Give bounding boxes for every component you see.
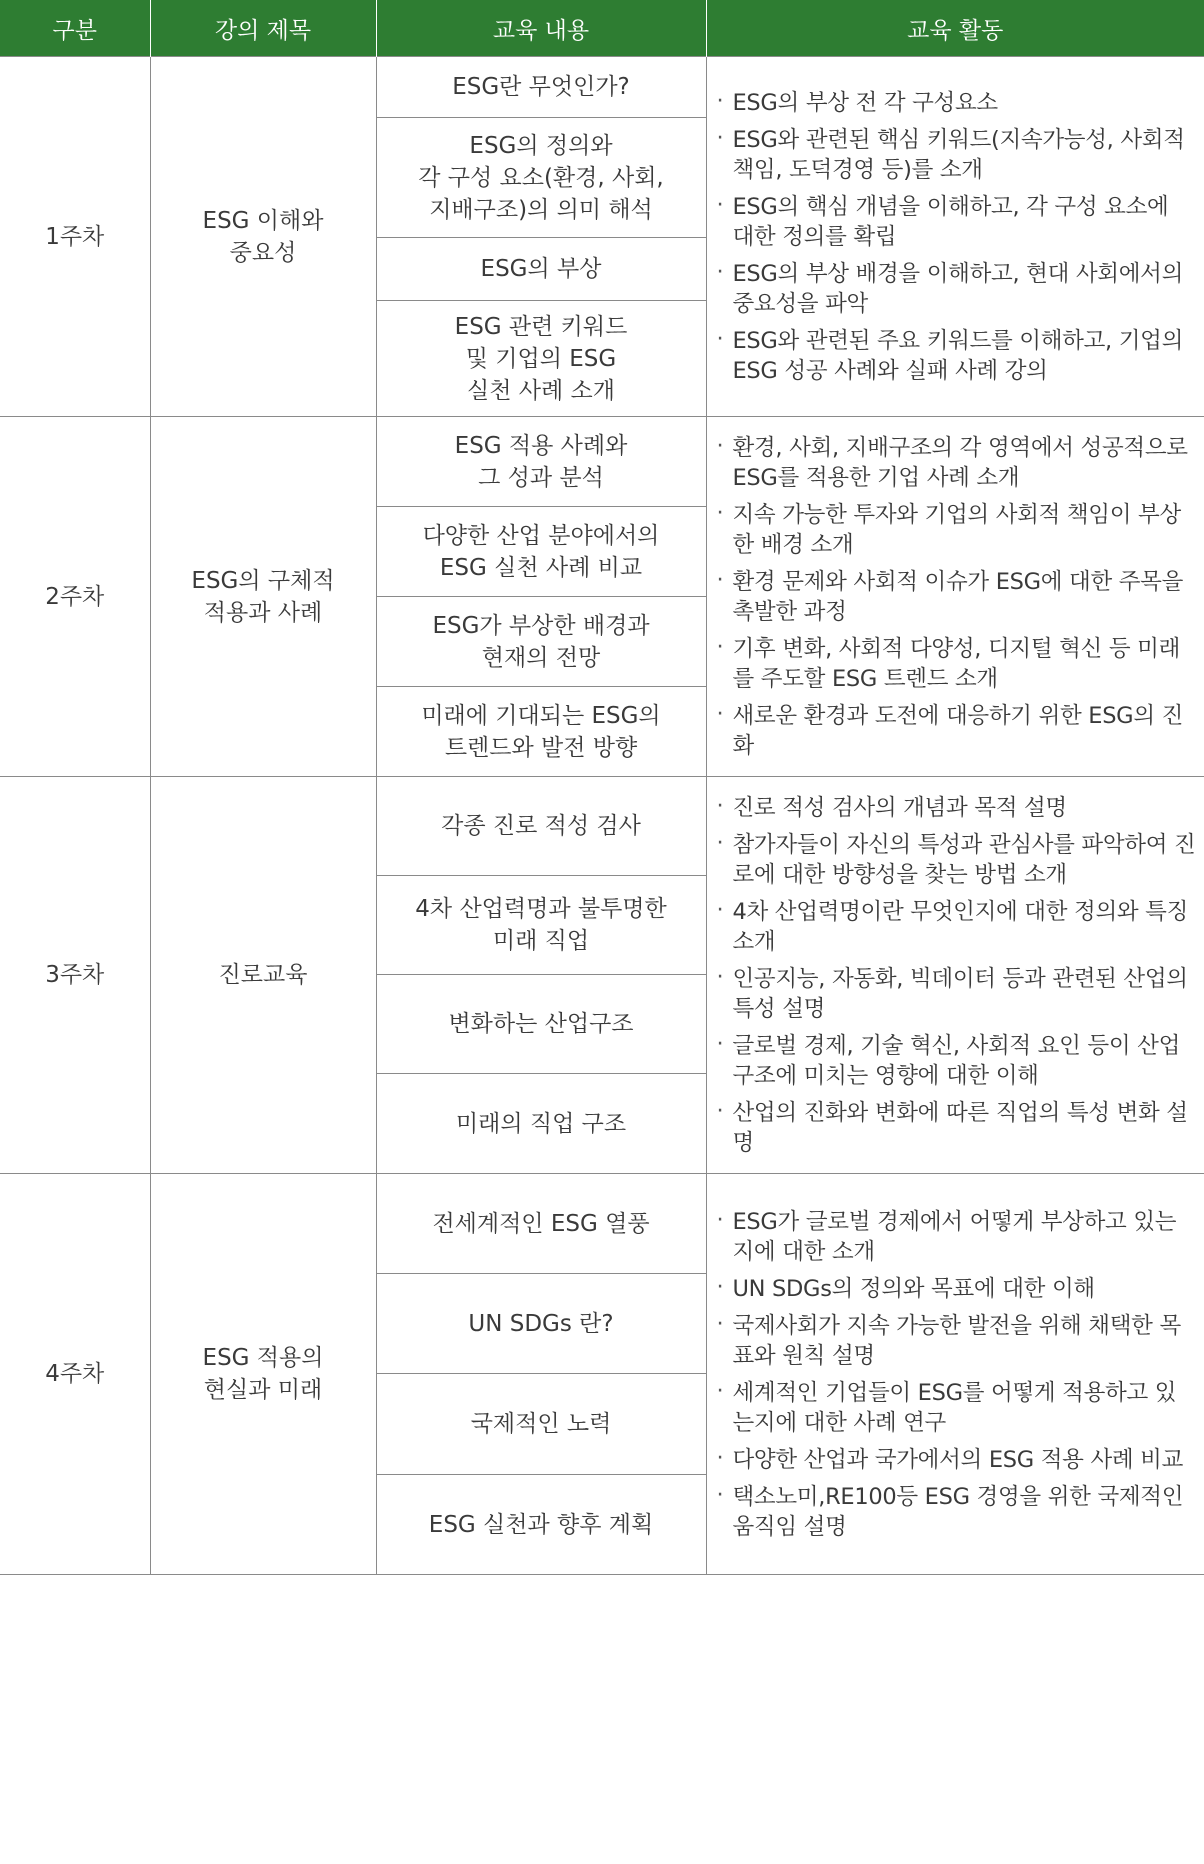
activity-item: · ESG의 부상 배경을 이해하고, 현대 사회에서의 중요성을 파악 [717, 259, 1196, 319]
content-cell: 4차 산업력명과 불투명한 미래 직업 [376, 876, 706, 975]
header-row [0, 0, 1204, 57]
activity-item: · 세계적인 기업들이 ESG를 어떻게 적용하고 있는지에 대한 사례 연구 [717, 1378, 1196, 1438]
lecture-title: ESG 적용의 현실과 미래 [150, 1174, 376, 1575]
activity-item: · ESG의 핵심 개념을 이해하고, 각 구성 요소에 대한 정의를 확립 [717, 192, 1196, 252]
lecture-title: 진로교육 [150, 777, 376, 1174]
activity-item: · ESG가 글로벌 경제에서 어떻게 부상하고 있는지에 대한 소개 [717, 1207, 1196, 1267]
content-cell: 다양한 산업 분야에서의 ESG 실천 사례 비교 [376, 507, 706, 597]
header-lecture-title: 강의 제목 [150, 0, 376, 57]
activity-cell [706, 57, 1204, 417]
activity-item: · 산업의 진화와 변화에 따른 직업의 특성 변화 설명 [717, 1098, 1196, 1158]
activity-item: · 참가자들이 자신의 특성과 관심사를 파악하여 진로에 대한 방향성을 찾는 방법 소개 [717, 830, 1196, 890]
activity-item: · 다양한 산업과 국가에서의 ESG 적용 사례 비교 [717, 1445, 1196, 1475]
week-label: 1주차 [0, 57, 150, 417]
activity-item: · 기후 변화, 사회적 다양성, 디지털 혁신 등 미래를 주도할 ESG 트렌드 소개 [717, 634, 1196, 694]
activity-cell [706, 417, 1204, 777]
activity-list [717, 433, 1196, 761]
lecture-title: ESG의 구체적 적용과 사례 [150, 417, 376, 777]
table-row [0, 57, 1204, 118]
activity-item: · ESG와 관련된 핵심 키워드(지속가능성, 사회적 책임, 도덕경영 등)를 소개 [717, 125, 1196, 185]
content-cell: ESG 실천과 향후 계획 [376, 1475, 706, 1575]
activity-list [717, 88, 1196, 386]
table-row [0, 417, 1204, 507]
activity-item: · 4차 산업력명이란 무엇인지에 대한 정의와 특징 소개 [717, 897, 1196, 957]
content-cell: UN SDGs 란? [376, 1274, 706, 1374]
header-week: 구분 [0, 0, 150, 57]
content-cell: ESG의 부상 [376, 238, 706, 301]
content-cell: 국제적인 노력 [376, 1374, 706, 1475]
activity-cell [706, 777, 1204, 1174]
activity-list [717, 1207, 1196, 1542]
activity-list [717, 793, 1196, 1158]
activity-item: · ESG와 관련된 주요 키워드를 이해하고, 기업의 ESG 성공 사례와 실패 사례 강의 [717, 326, 1196, 386]
week-label: 2주차 [0, 417, 150, 777]
content-cell: 미래에 기대되는 ESG의 트렌드와 발전 방향 [376, 687, 706, 777]
content-cell: 변화하는 산업구조 [376, 975, 706, 1074]
week-label: 4주차 [0, 1174, 150, 1575]
table-row [0, 777, 1204, 876]
activity-item: · 진로 적성 검사의 개념과 목적 설명 [717, 793, 1196, 823]
lecture-title: ESG 이해와 중요성 [150, 57, 376, 417]
week-label: 3주차 [0, 777, 150, 1174]
activity-item: · 택소노미,RE100등 ESG 경영을 위한 국제적인 움직임 설명 [717, 1482, 1196, 1542]
activity-item: · 환경 문제와 사회적 이슈가 ESG에 대한 주목을 촉발한 과정 [717, 567, 1196, 627]
activity-item: · 국제사회가 지속 가능한 발전을 위해 채택한 목표와 원칙 설명 [717, 1311, 1196, 1371]
activity-item: · 인공지능, 자동화, 빅데이터 등과 관련된 산업의 특성 설명 [717, 964, 1196, 1024]
activity-item: · 환경, 사회, 지배구조의 각 영역에서 성공적으로 ESG를 적용한 기업 사례 소개 [717, 433, 1196, 493]
activity-item: · 지속 가능한 투자와 기업의 사회적 책임이 부상한 배경 소개 [717, 500, 1196, 560]
activity-item: · 글로벌 경제, 기술 혁신, 사회적 요인 등이 산업 구조에 미치는 영향에 대한 이해 [717, 1031, 1196, 1091]
content-cell: ESG의 정의와 각 구성 요소(환경, 사회, 지배구조)의 의미 해석 [376, 118, 706, 238]
activity-item: · ESG의 부상 전 각 구성요소 [717, 88, 1196, 118]
table-row [0, 1174, 1204, 1274]
content-cell: ESG 적용 사례와 그 성과 분석 [376, 417, 706, 507]
content-cell: 전세계적인 ESG 열풍 [376, 1174, 706, 1274]
content-cell: ESG란 무엇인가? [376, 57, 706, 118]
activity-item: · 새로운 환경과 도전에 대응하기 위한 ESG의 진화 [717, 701, 1196, 761]
activity-cell [706, 1174, 1204, 1575]
content-cell: 미래의 직업 구조 [376, 1074, 706, 1174]
activity-item: · UN SDGs의 정의와 목표에 대한 이해 [717, 1274, 1196, 1304]
header-activity: 교육 활동 [706, 0, 1204, 57]
content-cell: ESG가 부상한 배경과 현재의 전망 [376, 597, 706, 687]
content-cell: 각종 진로 적성 검사 [376, 777, 706, 876]
header-content: 교육 내용 [376, 0, 706, 57]
content-cell: ESG 관련 키워드 및 기업의 ESG 실천 사례 소개 [376, 301, 706, 417]
